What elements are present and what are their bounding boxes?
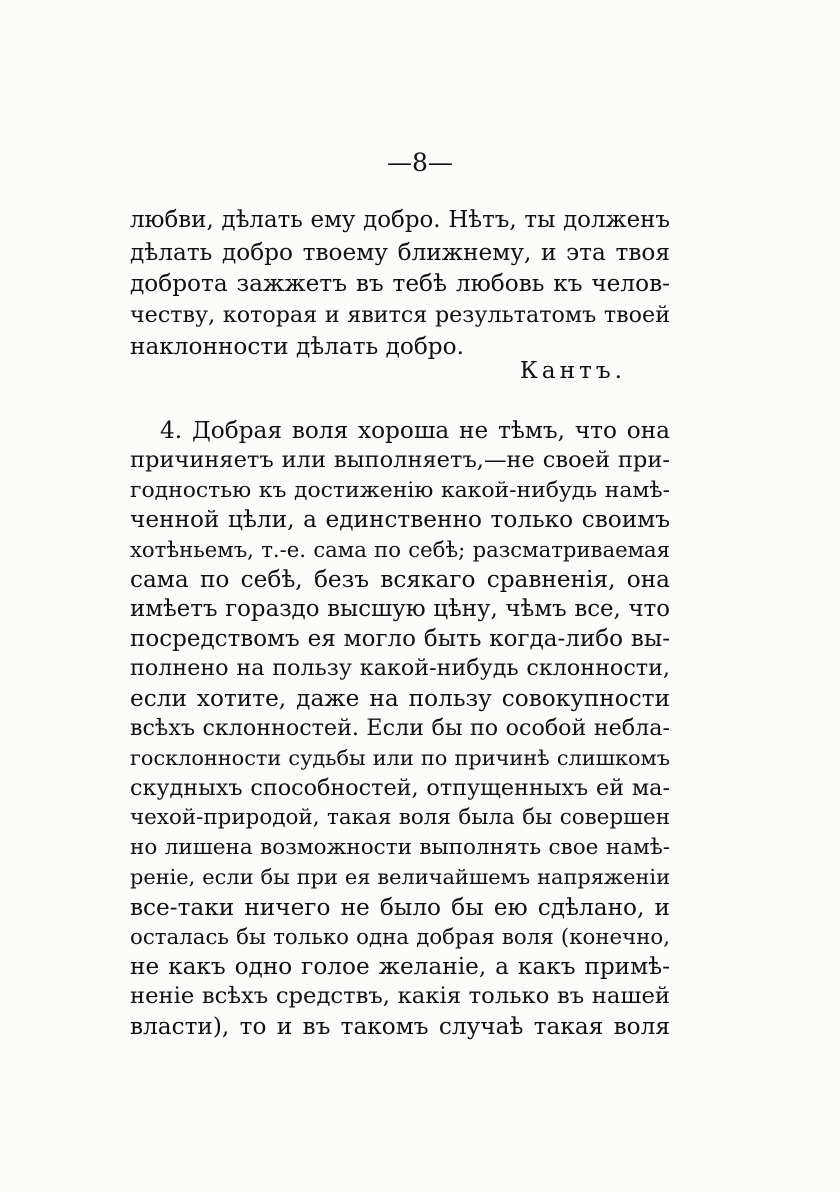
paragraph-line: хотѣньемъ, т.-е. сама по себѣ; разсматриваемая: [130, 537, 670, 563]
paragraph-line: осталась бы только одна добрая воля (конечно,: [130, 924, 670, 950]
paragraph-line: 4. Добрая воля хороша не тѣмъ, что она: [160, 417, 670, 444]
paragraph-line: сама по себѣ, безъ всякаго сравненія, она: [130, 565, 670, 593]
page-number: —8—: [387, 148, 453, 177]
paragraph-block: [130, 416, 670, 1042]
quote-attribution: Кантъ.: [519, 357, 626, 384]
quote-block: [130, 205, 670, 363]
paragraph-line: посредствомъ ея могло быть когда-либо вы-: [130, 625, 670, 652]
quote-line: дѣлать добро твоему ближнему, и эта твоя: [130, 238, 670, 266]
quote-line: доброта зажжетъ въ тебѣ любовь къ челов-: [130, 270, 670, 297]
quote-line: любви, дѣлать ему добро. Нѣтъ, ты долженъ: [130, 207, 670, 233]
paragraph-line: если хотите, даже на пользу совокупности: [130, 685, 670, 713]
paragraph-line: но лишена возможности выполнять свое намѣ-: [130, 835, 670, 861]
quote-line: честву, которая и явится результатомъ твоей: [130, 301, 670, 328]
paragraph-line: полнено на пользу какой-нибудь склонности,: [130, 655, 670, 682]
paragraph-line: причиняетъ или выполняетъ,—не своей при-: [130, 446, 670, 473]
paragraph-line: неніе всѣхъ средствъ, какія только въ нашей: [130, 983, 670, 1010]
paragraph-line: реніе, если бы при ея величайшемъ напряженіи: [130, 864, 670, 889]
paragraph-line: не какъ одно голое желаніе, а какъ примѣ-: [130, 953, 670, 981]
paragraph-line: госклонности судьбы или по причинѣ слишкомъ: [130, 745, 670, 770]
paragraph-line: скудныхъ способностей, отпущенныхъ ей ма-: [130, 774, 670, 801]
paragraph-line: всѣхъ склонностей. Если бы по особой небла-: [130, 714, 670, 741]
paragraph-line: власти), то и въ такомъ случаѣ такая воля: [130, 1012, 670, 1040]
quote-line: наклонности дѣлать добро.: [130, 333, 464, 360]
paragraph-line: имѣетъ гораздо высшую цѣну, чѣмъ все, что: [130, 595, 670, 622]
paragraph-line: годностью къ достиженію какой-нибудь намѣ-: [130, 477, 670, 503]
paragraph-line: все-таки ничего не было бы ею сдѣлано, и: [130, 893, 670, 921]
paragraph-line: чехой-природой, такая воля была бы совершен: [130, 805, 670, 831]
paragraph-line: ченной цѣли, а единственно только своимъ: [130, 506, 670, 534]
